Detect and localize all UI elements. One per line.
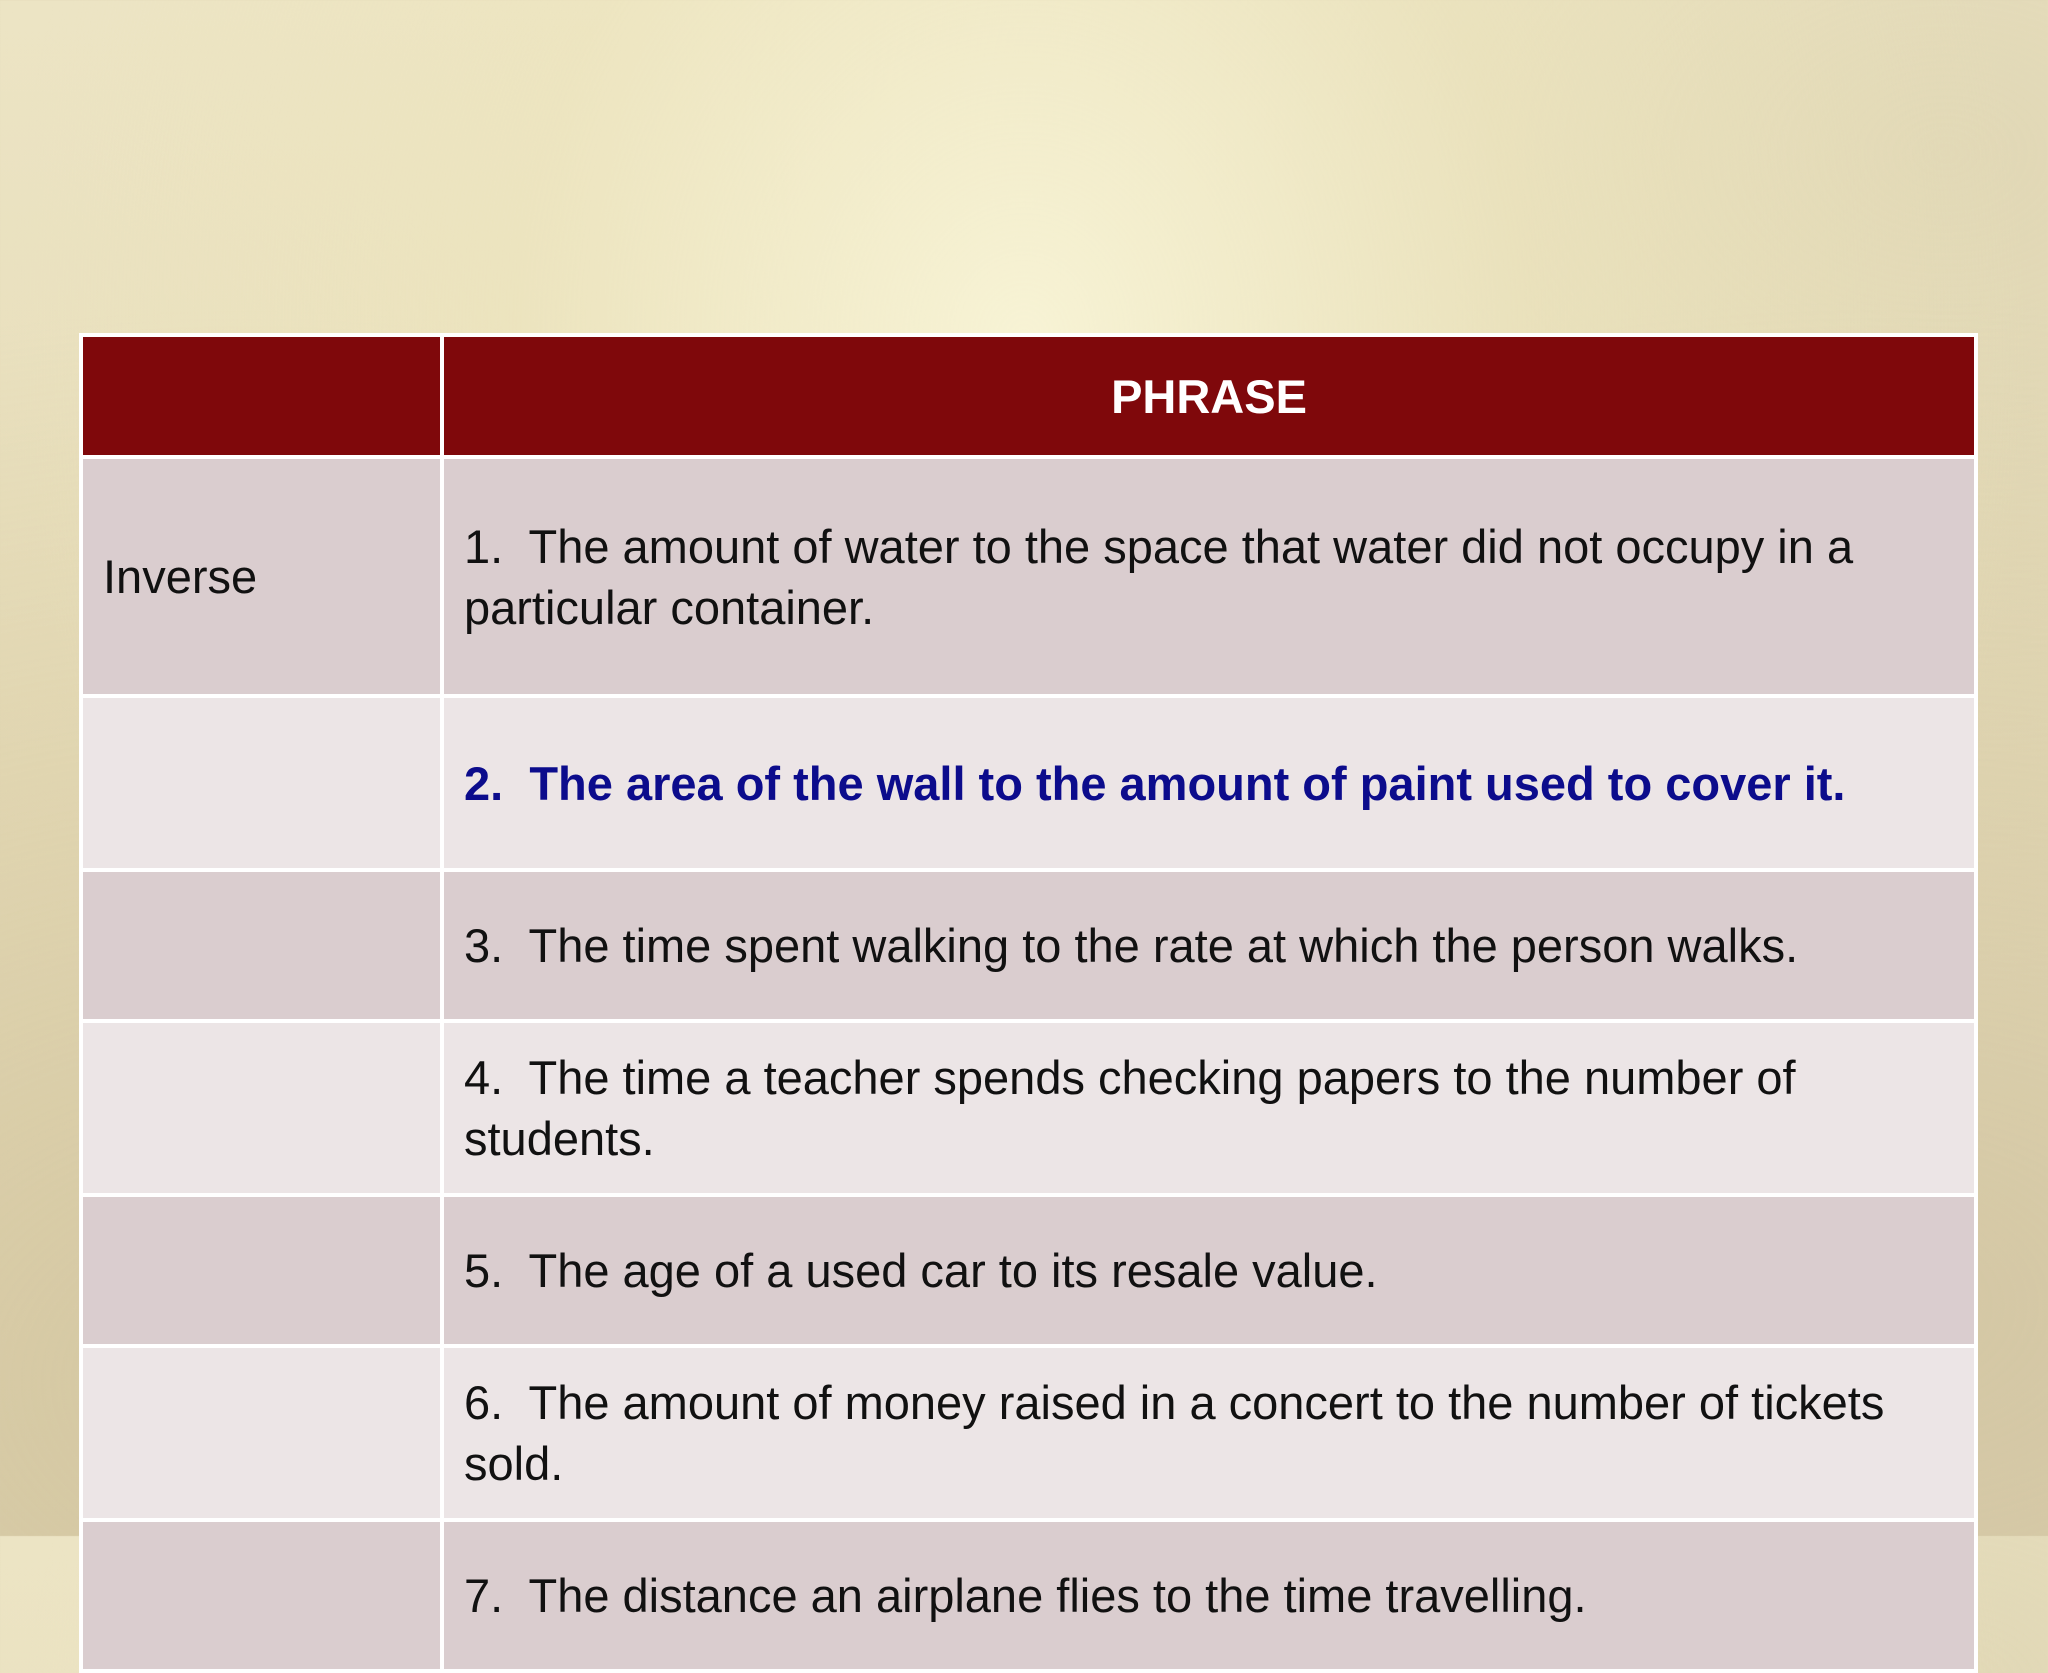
table-row <box>81 1520 1976 1671</box>
table-row <box>81 1195 1976 1346</box>
phrase-number: 4. <box>464 1051 504 1104</box>
row-label-cell <box>81 1520 442 1671</box>
phrase-cell <box>442 1195 1976 1346</box>
phrase-number: 2. <box>464 756 504 810</box>
phrase-text: The area of the wall to the amount of paint used to cover it. <box>529 756 1846 810</box>
table-row <box>81 870 1976 1021</box>
phrase-cell <box>442 1520 1976 1671</box>
phrase-number: 6. <box>464 1376 504 1429</box>
phrase-number: 5. <box>464 1244 504 1297</box>
row-label-cell <box>81 1021 442 1195</box>
row-label-cell <box>81 870 442 1021</box>
phrase-cell <box>442 1021 1976 1195</box>
phrase-text: The time spent walking to the rate at which the person walks. <box>528 919 1799 972</box>
row-label-cell <box>81 1195 442 1346</box>
header-cell-blank <box>81 335 442 457</box>
table-row <box>81 1346 1976 1520</box>
table-row <box>81 1021 1976 1195</box>
phrase-text: The distance an airplane flies to the time travelling. <box>528 1569 1587 1622</box>
phrase-number: 7. <box>464 1569 504 1622</box>
table-header-row <box>81 335 1976 457</box>
row-label-cell <box>81 696 442 870</box>
phrase-cell <box>442 870 1976 1021</box>
phrase-cell-highlighted <box>442 696 1976 870</box>
phrase-number: 1. <box>464 519 504 573</box>
row-label-cell <box>81 1346 442 1520</box>
table-row <box>81 457 1976 696</box>
phrase-text: The amount of money raised in a concert to the number of tickets sold. <box>464 1376 1885 1490</box>
table-row <box>81 696 1976 870</box>
header-cell-phrase: PHRASE <box>442 335 1976 457</box>
phrase-cell <box>442 1346 1976 1520</box>
phrase-text: The time a teacher spends checking papers to the number of students. <box>464 1051 1796 1165</box>
phrase-cell <box>442 457 1976 696</box>
phrase-number: 3. <box>464 919 504 972</box>
phrase-table <box>79 333 1978 1673</box>
phrase-text: The age of a used car to its resale value. <box>528 1244 1378 1297</box>
phrase-text: The amount of water to the space that water did not occupy in a particular container. <box>464 519 1854 634</box>
row-label-cell: Inverse <box>81 457 442 696</box>
